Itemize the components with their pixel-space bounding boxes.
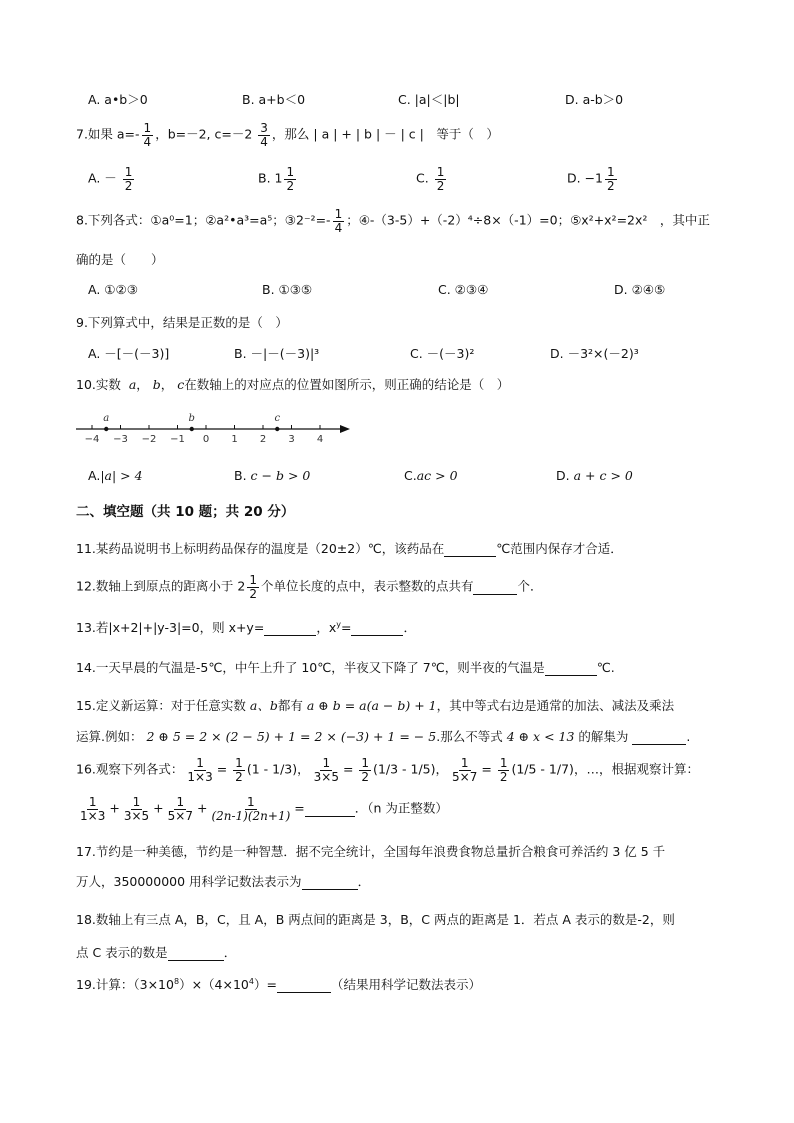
q7-stem [76, 122, 499, 148]
q16-line1: 16.观察下列各式： $\frac{1}{1\times 3}$ = $\frac{1}{2}$ (1 - 1/3)， $\frac{1}{3\times 5}$ = $\frac{1}{2}$ (1/3 - 1/5)， $\frac{1}{5\times 7}$ = $\frac{1}{2}$ (1/5 - 1/7)，…，根据观察计算： [76, 756, 699, 784]
q16-denominator-2: 3×5 [313, 769, 339, 784]
number-line-point-label: a [103, 413, 110, 424]
q10-stem-text: 10.实数 [76, 377, 121, 392]
q11 [76, 539, 623, 557]
number-line-point-b [190, 427, 194, 431]
q16-line2: $\frac{1}{1\times 3}$ + $\frac{1}{3\times 5}$ + $\frac{1}{5\times 7}$ + $\frac{1}{(2n-1)(2n+1)}$ = ．（n 为正整数） [80, 795, 448, 823]
q15-text: .那么不等式 [436, 729, 503, 744]
q14-text: 14.一天早晨的气温是-5℃，中午上升了 10℃，半夜又下降了 7℃，则半夜的气温是 [76, 660, 545, 675]
q12 [76, 574, 542, 600]
q8-stem-text: 8.下列各式：①a⁰=1；②a²•a³=a⁵；③2⁻²=- [76, 212, 331, 228]
fraction-denominator: 2 [286, 178, 295, 193]
q17-text: 万人，350000000 用科学记数法表示为 [76, 874, 302, 889]
q8-stem [76, 208, 710, 234]
q7-stem-text: ，b=－2, c=－2 [155, 126, 253, 142]
q15-text: 15.定义新运算：对于任意实数 [76, 698, 246, 713]
q11-answer-blank[interactable] [444, 541, 496, 557]
q7-options [0, 166, 794, 196]
q16-text: 16.观察下列各式： [76, 761, 184, 777]
q13 [76, 618, 416, 636]
number-line-arrow [340, 425, 350, 433]
q6-option-b[interactable]: B. a+b＜0 [242, 92, 306, 107]
q6-option-d[interactable]: D. a-b＞0 [565, 92, 624, 107]
q16-sum-term-2: 3×5 [123, 808, 150, 823]
option-label: C. [404, 468, 417, 483]
q15-text: 都有 [277, 698, 303, 713]
q12-answer-blank[interactable] [473, 579, 517, 595]
section-title: 二、填空题（共 10 题；共 20 分） [76, 504, 295, 520]
number-line-tick-label: −3 [113, 434, 128, 445]
q6-option-a[interactable]: A. a•b＞0 [88, 92, 148, 107]
q9-stem: 9.下列算式中，结果是正数的是（ ） [76, 315, 288, 330]
q7-fraction-a [142, 122, 154, 148]
number-line-point-c [275, 427, 279, 431]
q16-denominator-1: 1×3 [187, 769, 213, 784]
number-line-tick-label: 2 [259, 434, 267, 445]
q12-fraction [247, 574, 259, 600]
fraction-numerator: 1 [124, 165, 133, 179]
q17-line2 [76, 872, 370, 890]
q10-option-d[interactable] [556, 468, 633, 483]
number-line-point-label: c [274, 413, 281, 424]
q18-answer-blank[interactable] [168, 945, 224, 961]
q14 [76, 658, 615, 676]
q10-option-b[interactable] [234, 468, 310, 483]
q8-stem-line2: 确的是（ ） [76, 252, 164, 267]
q7-option-a[interactable] [88, 166, 136, 192]
variable-a: a [128, 377, 137, 392]
q15-answer-blank[interactable] [632, 729, 686, 745]
q19-text: ）×（4×10 [179, 977, 249, 992]
q16-note: ．（n 为正整数） [354, 800, 448, 816]
q19-text: （结果用科学记数法表示） [330, 977, 481, 992]
q15-variables: a、b [249, 698, 278, 713]
q16-rhs-3: 1/5 - 1/7 [516, 761, 570, 777]
number-line-tick-label: 0 [202, 434, 210, 445]
q13-text: 13.若|x+2|+|y-3|=0，则 x+y= [76, 620, 265, 635]
option-expression: a + c > 0 [573, 468, 633, 483]
fraction-numerator: 1 [607, 165, 615, 179]
fraction-denominator: 4 [334, 220, 343, 235]
q13-text: ，x [316, 620, 337, 635]
q9-option-b[interactable]: B. －|－(－3)|³ [234, 346, 320, 361]
q8-option-b[interactable]: B. ①③⑤ [262, 282, 313, 297]
option-expression: ac > 0 [416, 468, 458, 483]
q7-option-d[interactable] [567, 166, 619, 192]
q19 [76, 975, 481, 993]
q15-line2 [76, 727, 690, 745]
fraction-numerator: 1 [334, 207, 343, 221]
q8-option-d[interactable]: D. ②④⑤ [614, 282, 666, 297]
q16-sum-term-n: (2n-1)(2n+1) [211, 808, 291, 823]
q14-answer-blank[interactable] [545, 660, 597, 676]
q10-stem-text: 在数轴上的对应点的位置如图所示，则正确的结论是（ ） [184, 377, 510, 392]
variable-b: b [152, 377, 161, 392]
option-label: C. [416, 170, 429, 186]
option-label: A. － [88, 170, 117, 186]
fraction-denominator: 4 [260, 134, 268, 149]
q19-text: 19.计算：（3×10 [76, 977, 174, 992]
q10-option-c[interactable] [404, 468, 458, 483]
q6-options [0, 90, 794, 120]
fraction-numerator: 3 [260, 121, 268, 135]
q15-text: 运算.例如： [76, 729, 143, 744]
option-label: B. 1 [258, 170, 283, 186]
q6-option-c[interactable]: C. |a|＜|b| [398, 92, 460, 107]
q18-line1: 18.数轴上有三点 A，B，C，且 A，B 两点间的距离是 3，B，C 两点的距离是 1．若点 A 表示的数是-2，则 [76, 912, 675, 927]
q14-text: ℃. [596, 660, 615, 675]
fraction-denominator: 2 [124, 178, 133, 193]
fraction-numerator: 1 [249, 573, 257, 587]
fraction-numerator: 1 [436, 165, 445, 179]
q10-options [0, 468, 794, 498]
q16-text: ，…，根据观察计算： [573, 761, 699, 777]
q11-text: 11.某药品说明书上标明药品保存的温度是（20±2）℃，该药品在 [76, 541, 445, 556]
q9-option-a[interactable]: A. －[－(－3)] [88, 346, 170, 361]
q7-option-c[interactable] [416, 166, 448, 192]
q15-text: . [686, 729, 691, 744]
q19-text: ）= [253, 977, 277, 992]
number-line-point-a [104, 427, 108, 431]
q8-fraction [333, 208, 345, 234]
q18-line2 [76, 943, 236, 961]
number-line-tick-label: 4 [316, 434, 324, 445]
q10-option-a[interactable] [88, 468, 143, 483]
q7-fraction-c [258, 122, 270, 148]
q13-text: = [340, 620, 352, 635]
q15-inequality: 4 ⊕ x < 13 [506, 729, 575, 744]
q8-option-a[interactable]: A. ①②③ [88, 282, 138, 297]
q15-text: ，其中等式右边是通常的加法、减法及乘法 [436, 698, 675, 713]
q19-exponent-1: 8 [173, 976, 180, 986]
q9-options [0, 344, 794, 374]
q9-option-d[interactable]: D. －3²×(－2)³ [550, 346, 639, 361]
q8-options [0, 282, 794, 312]
number-line-tick-label: −4 [84, 434, 100, 445]
q17-answer-blank[interactable] [302, 874, 358, 890]
q15-definition: a ⊕ b = a(a − b) + 1 [306, 698, 437, 713]
q7-stem-text: ，那么 | a | + | b | － | c | 等于（ ） [271, 126, 499, 142]
option-expression: c − b > 0 [250, 468, 311, 483]
q12-text: 个． [517, 578, 543, 594]
q12-text: 12.数轴上到原点的距离小于 2 [76, 578, 246, 594]
q9-option-c[interactable]: C. －(－3)² [410, 346, 475, 361]
q17-line1: 17.节约是一种美德，节约是一种智慧．据不完全统计，全国每年浪费食物总量折合粮食可养活约 3 亿 5 千 [76, 844, 666, 859]
q17-text: ． [357, 874, 371, 889]
q16-sum-term-1: 1×3 [80, 808, 106, 823]
q10-number-line [74, 405, 364, 445]
q13-answer-blank-2[interactable] [351, 620, 403, 636]
q7-option-b[interactable] [258, 166, 298, 192]
option-label: A. [88, 468, 101, 483]
q13-text: ． [403, 620, 416, 635]
option-label: B. [234, 468, 247, 483]
q8-option-c[interactable]: C. ②③④ [438, 282, 489, 297]
q18-text: ． [223, 945, 237, 960]
q19-answer-blank[interactable] [277, 977, 331, 993]
fraction-denominator: 2 [607, 178, 615, 193]
option-label: D. [556, 468, 570, 483]
q8-stem-text: ；④-（3-5）+（-2）⁴÷8×（-1）=0；⑤x²+x²=2x² ，其中正 [346, 212, 710, 228]
q16-answer-blank[interactable] [305, 801, 355, 817]
fraction-denominator: 4 [143, 134, 152, 149]
number-line-tick-label: −2 [141, 434, 157, 445]
q19-exponent-2: 4 [248, 976, 254, 986]
number-line-tick-label: −1 [170, 434, 185, 445]
q16-sum-term-3: 5×7 [167, 808, 193, 823]
number-line-tick-label: 1 [231, 434, 238, 445]
q15-line1 [76, 696, 674, 714]
q10-stem: 10.实数 a， b， c在数轴上的对应点的位置如图所示，则正确的结论是（ ） [76, 377, 510, 392]
fraction-numerator: 1 [143, 121, 152, 135]
fraction-denominator: 2 [249, 586, 257, 601]
q13-superscript: y [336, 619, 341, 629]
option-expression: |a| > 4 [100, 468, 143, 483]
fraction-denominator: 2 [436, 178, 445, 193]
number-line-point-label: b [188, 413, 195, 424]
q16-rhs-1: 1 - 1/3 [251, 761, 293, 777]
option-label: D. −1 [567, 170, 603, 186]
q18-text: 点 C 表示的数是 [76, 945, 168, 960]
q7-stem-text: 7.如果 a=- [76, 126, 140, 142]
fraction-numerator: 1 [286, 165, 295, 179]
q13-answer-blank-1[interactable] [264, 620, 316, 636]
variable-c: c [177, 377, 185, 392]
q16-rhs-2: 1/3 - 1/5 [377, 761, 431, 777]
q12-text: 个单位长度的点中，表示整数的点共有 [260, 578, 474, 594]
q15-example: 2 ⊕ 5 = 2 × (2 − 5) + 1 = 2 × (−3) + 1 = − 5 [146, 729, 437, 744]
number-line-tick-label: 3 [288, 434, 295, 445]
q16-denominator-3: 5×7 [452, 769, 478, 784]
q11-text: ℃范围内保存才合适． [496, 541, 623, 556]
q15-text: 的解集为 [578, 729, 629, 744]
number-line-ticks [85, 425, 324, 445]
